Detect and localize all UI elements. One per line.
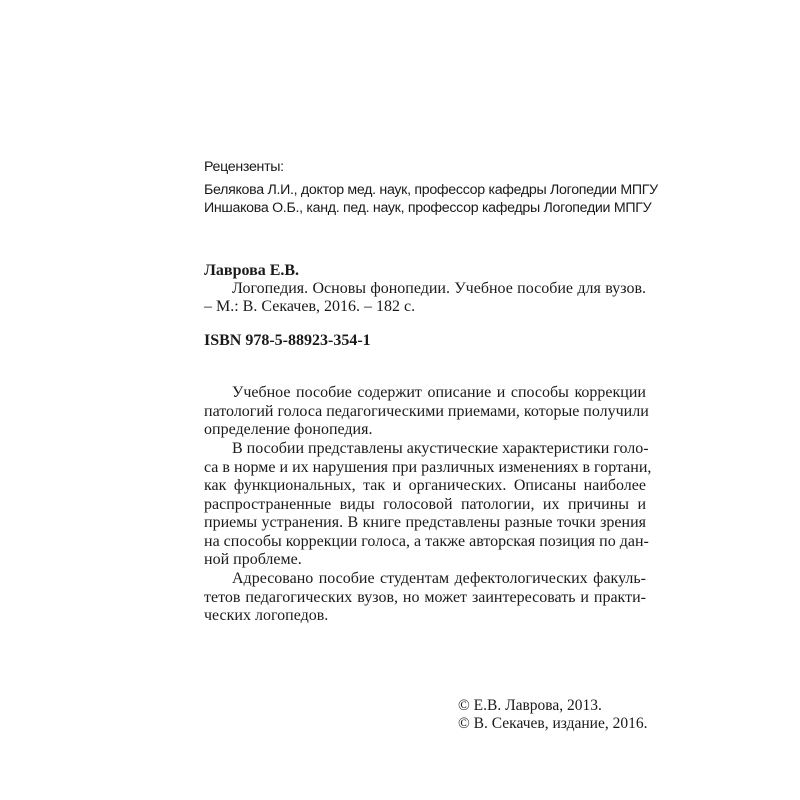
author: Лаврова Е.В.	[204, 262, 300, 279]
reviewer: Иншакова О.Б., канд. пед. наук, профессор кафедры Логопедии МПГУ	[204, 200, 652, 216]
isbn: ISBN 978-5-88923-354-1	[204, 332, 371, 349]
abstract-line: определение фонопедия.	[204, 421, 373, 438]
abstract-line: на способы коррекции голоса, а также авторская позиция по дан-	[204, 532, 649, 550]
abstract-line: распространенные виды голосовой патологии, их причины и	[204, 495, 646, 513]
abstract-line: тетов педагогических вузов, но может заинтересовать и практи-	[204, 588, 646, 606]
abstract-line: как функциональных, так и органических. Описаны наиболее	[204, 477, 646, 494]
reviewer: Белякова Л.И., доктор мед. наук, профессор кафедры Логопедии МПГУ	[204, 182, 658, 198]
abstract-line: В пособии представлены акустические характеристики голо-	[232, 440, 649, 457]
copyright-line: © В. Секачев, издание, 2016.	[458, 715, 648, 732]
abstract-line: ческих логопедов.	[204, 607, 329, 624]
reviewers-heading: Рецензенты:	[204, 159, 284, 175]
abstract-line: са в норме и их нарушения при различных изменениях в гортани,	[204, 458, 652, 476]
abstract-line: Адресовано пособие студентам дефектологических факуль-	[232, 570, 646, 587]
abstract-line: приемы устранения. В книге представлены разные точки зрения	[204, 514, 646, 531]
abstract-line: ной проблеме.	[204, 551, 302, 568]
copyright-line: © Е.В. Лаврова, 2013.	[458, 697, 602, 714]
abstract-line: Учебное пособие содержит описание и способы коррекции	[232, 384, 646, 401]
bibliography-title: Логопедия. Основы фонопедии. Учебное пособие для вузов.	[232, 280, 646, 297]
abstract-line: патологий голоса педагогическими приемами, которые получили	[204, 402, 649, 420]
bibliography-publisher: – М.: В. Секачев, 2016. – 182 с.	[204, 298, 416, 315]
